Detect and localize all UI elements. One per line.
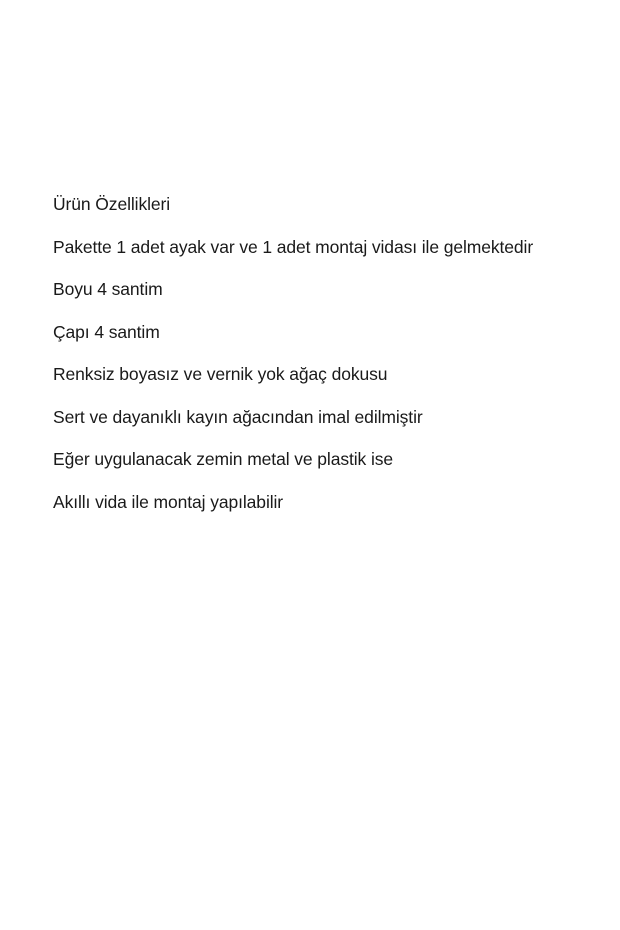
section-heading: Ürün Özellikleri	[53, 194, 171, 214]
feature-line-package: Pakette 1 adet ayak var ve 1 adet montaj vidası ile gelmektedir	[53, 236, 534, 257]
feature-line-material: Sert ve dayanıklı kayın ağacından imal edilmiştir	[53, 406, 423, 427]
product-features-section	[53, 192, 613, 532]
feature-line-surface: Eğer uygulanacak zemin metal ve plastik ise	[53, 449, 394, 469]
feature-line-length: Boyu 4 santim	[53, 279, 163, 299]
feature-line-diameter: Çapı 4 santim	[53, 321, 160, 342]
feature-line-finish: Renksiz boyasız ve vernik yok ağaç dokusu	[53, 364, 388, 384]
feature-line-mounting: Akıllı vida ile montaj yapılabilir	[53, 491, 284, 512]
